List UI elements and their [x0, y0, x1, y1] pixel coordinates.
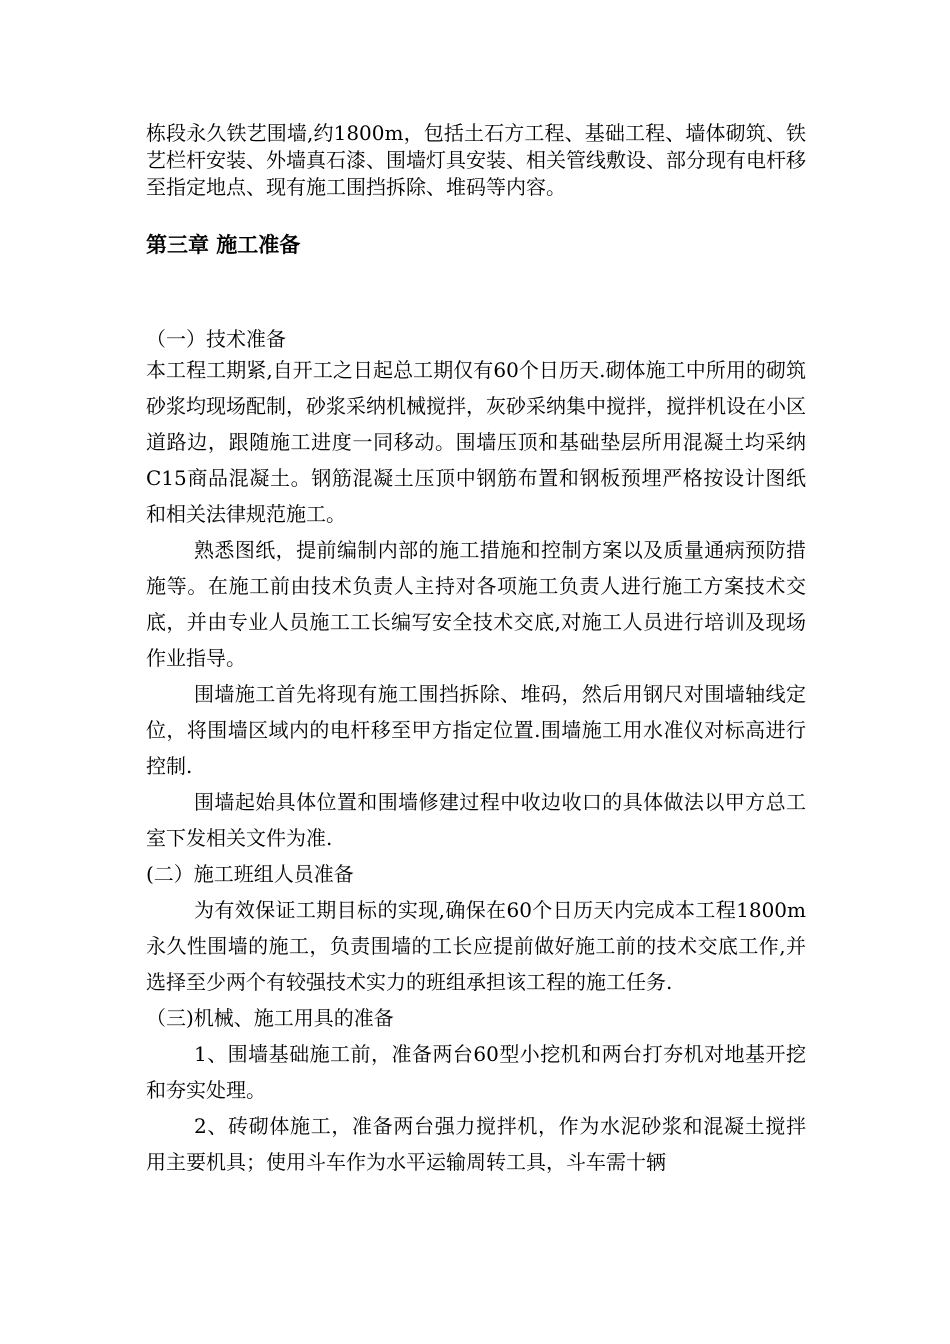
section-title-technical-prep: （一）技术准备 [146, 327, 286, 351]
section-crew-prep [146, 856, 806, 1000]
document-page [146, 120, 806, 1180]
paragraph: 1、围墙基础施工前，准备两台60型小挖机和两台打夯机对地基开挖和夯实处理。 [146, 1042, 806, 1102]
paragraph: 熟悉图纸，提前编制内部的施工措施和控制方案以及质量通病预防措施等。在施工前由技术负责人主持对各项施工负责人进行施工方案技术交底，并由专业人员施工工长编写安全技术交底,对施工人员进行培训及现场作业指导。 [146, 538, 806, 670]
intro-paragraph: 栋段永久铁艺围墙,约1800m，包括土石方工程、基础工程、墙体砌筑、铁艺栏杆安装、外墙真石漆、围墙灯具安装、相关管线敷设、部分现有电杆移至指定地点、现有施工围挡拆除、堆码等内容。 [146, 121, 806, 199]
intro-block [146, 120, 806, 201]
paragraph: 围墙施工首先将现有施工围挡拆除、堆码，然后用钢尺对围墙轴线定位，将围墙区域内的电杆移至甲方指定位置.围墙施工用水准仪对标高进行控制. [146, 682, 806, 778]
section-title-machinery-prep: （三)机械、施工用具的准备 [146, 1006, 394, 1030]
section-title-crew-prep: (二）施工班组人员准备 [146, 862, 354, 886]
paragraph: 本工程工期紧,自开工之日起总工期仅有60个日历天.砌体施工中所用的砌筑砂浆均现场配制，砂浆采纳机械搅拌，灰砂采纳集中搅拌，搅拌机设在小区道路边，跟随施工进度一同移动。围墙压顶和基础垫层所用混凝土均采纳C15商品混凝土。钢筋混凝土压顶中钢筋布置和钢板预埋严格按设计图纸和相关法律规范施工。 [146, 358, 806, 526]
paragraph: 为有效保证工期目标的实现,确保在60个日历天内完成本工程1800m永久性围墙的施工，负责围墙的工长应提前做好施工前的技术交底工作,并选择至少两个有较强技术实力的班组承担该工程的施工任务. [146, 898, 806, 994]
section-machinery-prep [146, 1000, 806, 1180]
section-technical-prep [146, 327, 806, 856]
paragraph: 围墙起始具体位置和围墙修建过程中收边收口的具体做法以甲方总工室下发相关文件为准. [146, 790, 806, 850]
chapter-heading: 第三章 施工准备 [146, 233, 301, 257]
paragraph: 2、砖砌体施工，准备两台强力搅拌机，作为水泥砂浆和混凝土搅拌用主要机具；使用斗车作为水平运输周转工具，斗车需十辆 [146, 1114, 806, 1174]
